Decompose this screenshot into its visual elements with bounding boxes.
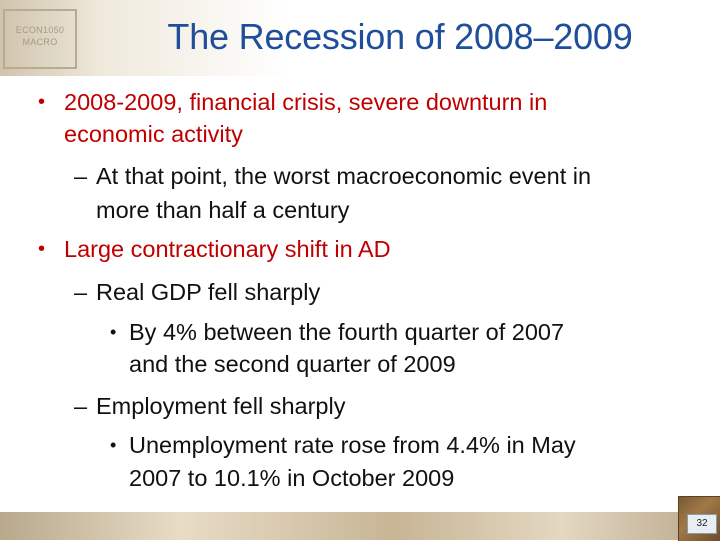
dot-marker: • bbox=[110, 435, 117, 455]
sub-item-2-2: Employment fell sharply bbox=[96, 393, 346, 419]
sub-item-1-1-line-1: At that point, the worst macroeconomic event in bbox=[96, 163, 592, 189]
footer-band bbox=[0, 512, 720, 540]
dot-marker: • bbox=[110, 322, 117, 342]
bullet-item-2: Large contractionary shift in AD bbox=[64, 236, 391, 262]
course-subject: MACRO bbox=[22, 37, 58, 47]
course-logo bbox=[3, 9, 77, 69]
bullet-item-1-line-2: economic activity bbox=[64, 121, 243, 147]
slide-title: The Recession of 2008–2009 bbox=[167, 16, 633, 57]
dash-marker: – bbox=[74, 393, 88, 419]
detail-2-2-line-1: Unemployment rate rose from 4.4% in May bbox=[129, 432, 576, 458]
detail-2-2-line-2: 2007 to 10.1% in October 2009 bbox=[129, 465, 455, 491]
page-number: 32 bbox=[696, 518, 708, 529]
course-code: ECON1050 bbox=[15, 25, 65, 35]
page-number-plate bbox=[687, 514, 717, 534]
detail-2-1-line-2: and the second quarter of 2009 bbox=[129, 351, 456, 377]
page-number-badge bbox=[678, 496, 720, 541]
dash-marker: – bbox=[74, 279, 88, 305]
detail-2-1-line-1: By 4% between the fourth quarter of 2007 bbox=[129, 319, 565, 345]
sub-item-2-1: Real GDP fell sharply bbox=[96, 279, 321, 305]
dash-marker: – bbox=[74, 163, 88, 189]
bullet-marker: • bbox=[38, 91, 46, 113]
bullet-item-1-line-1: 2008-2009, financial crisis, severe downturn in bbox=[64, 89, 548, 115]
sub-item-1-1-line-2: more than half a century bbox=[96, 197, 350, 223]
bullet-marker: • bbox=[38, 238, 46, 260]
